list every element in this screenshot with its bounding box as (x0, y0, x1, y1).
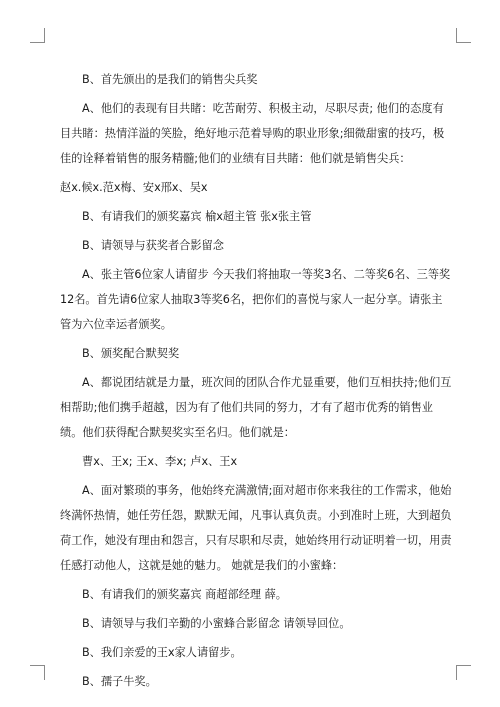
paragraph: A、面对繁琐的事务，他始终充满激情;面对超市你来我往的工作需求，他始终满怀热情，她任劳任怨，默默无闻，凡事认真负责。小到准时上班，大到超负荷工作，她没有理由和怨言，只有尽职和尽责，她始终用行动证明着一切，用责任感打动他人，这就是她的魅力。 她就是我们的小蜜蜂： (60, 484, 452, 572)
paragraph: A、他们的表现有目共睹：吃苦耐劳、积极主动，尽职尽责; 他们的态度有目共睹：热情洋溢的笑脸，绝好地示范着导购的职业形象;细微甜蜜的技巧，极佳的诠释着销售的服务精髓;他们的业绩有目共睹：他们就是销售尖兵： (60, 102, 445, 165)
document-body (60, 67, 452, 694)
paragraph: B、请领导与获奖者合影留念 (82, 239, 224, 252)
crop-mark-top-right (456, 28, 471, 43)
paragraph: B、首先颁出的是我们的销售尖兵奖 (82, 73, 258, 86)
paragraph: B、颁奖配合默契奖 (82, 347, 180, 360)
paragraph: B、请领导与我们辛勤的小蜜蜂合影留念 请领导回位。 (82, 617, 351, 630)
paragraph: A、张主管6位家人请留步 今天我们将抽取一等奖3名、二等奖6名、三等奖12名。首先请6位家人抽取3等奖6名，把你们的喜悦与家人一起分享。请张主管为六位幸运者颁奖。 (60, 268, 451, 331)
crop-mark-bottom-left (30, 665, 45, 680)
paragraph: A、都说团结就是力量，班次间的团队合作尤显重要，他们互相扶持;他们互相帮助;他们携手超越，因为有了他们共同的努力，才有了超市优秀的销售业绩。他们获得配合默契奖实至名归。他们就是： (60, 376, 452, 439)
paragraph: B、孺子牛奖。 (82, 675, 157, 688)
paragraph: B、我们亲爱的王x家人请留步。 (82, 646, 242, 659)
paragraph: B、有请我们的颁奖嘉宾 榆x超主管 张x张主管 (82, 210, 312, 223)
crop-mark-top-left (30, 28, 45, 43)
crop-mark-bottom-right (456, 665, 471, 680)
paragraph: 曹x、王x; 王x、李x; 卢x、王x (82, 455, 238, 468)
paragraph: 赵x.候x.范x梅、安x邢x、吴x (60, 181, 208, 194)
paragraph: B、有请我们的颁奖嘉宾 商超部经理 薛。 (82, 588, 287, 601)
